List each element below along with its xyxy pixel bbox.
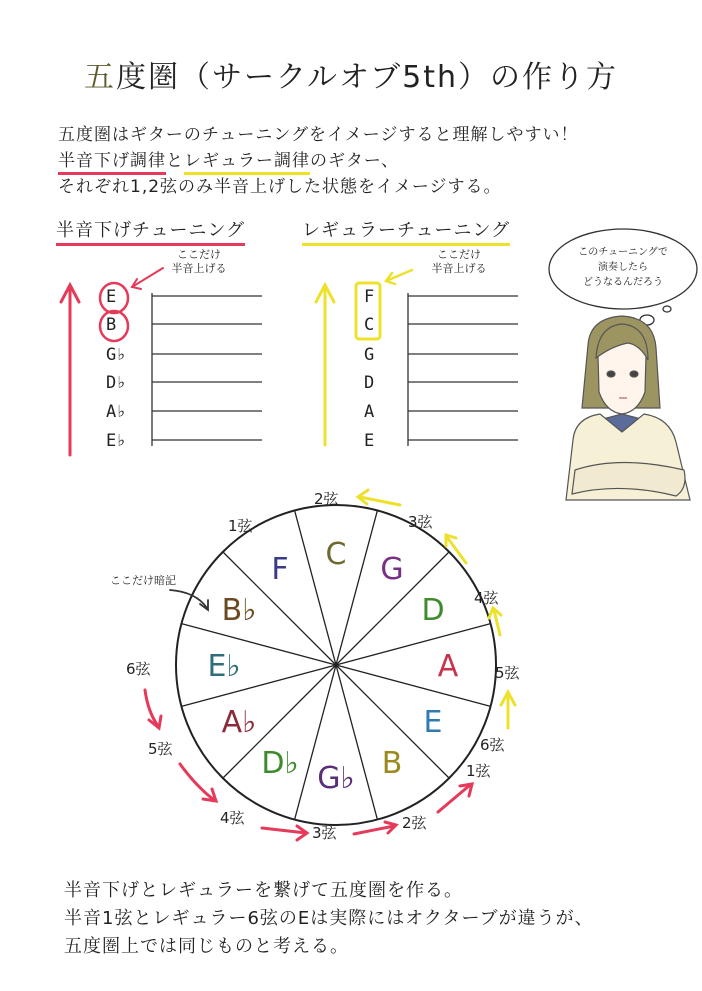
intro-half-down: 半音下げ調律	[58, 151, 166, 175]
intro-line-3: それぞれ1,2弦のみ半音上げした状態をイメージする。	[58, 177, 502, 197]
wheel-note-0: C	[325, 537, 347, 572]
left-note-line-2: 半音上げる	[171, 262, 227, 275]
yellow-arrow-1	[358, 490, 400, 505]
wheel-note-2: D	[421, 593, 445, 628]
outer-label-l-4: 4弦	[220, 809, 245, 827]
left-string-5: A♭	[106, 402, 127, 422]
wheel-note-3: A	[437, 649, 459, 684]
red-arrow-1	[145, 690, 161, 728]
bubble-line-2: 演奏したら	[598, 262, 648, 273]
right-string-6: E	[364, 431, 375, 451]
wheel-note-1: G	[380, 552, 404, 588]
outer-label-l-5: 5弦	[148, 740, 173, 758]
right-tuning-heading: レギュラーチューニング	[302, 216, 510, 246]
wheel-note-7: D♭	[261, 745, 299, 781]
wheel-note-6: G♭	[317, 761, 355, 796]
outer-label-r-5: 5弦	[495, 664, 520, 682]
intro-and: と	[166, 151, 184, 171]
outer-label-r-6: 6弦	[480, 736, 505, 754]
red-arrow-5	[438, 784, 472, 812]
outer-label-l-3: 3弦	[312, 824, 337, 842]
outer-label-l-1b: 1弦	[466, 762, 491, 780]
wheel-note-5: B	[381, 745, 403, 781]
left-string-2: B	[106, 315, 117, 335]
intro-regular: レギュラー調律	[184, 151, 310, 175]
right-note-line-1: ここだけ	[437, 248, 481, 261]
wheel-note-4: E	[423, 705, 443, 740]
memo-label: ここだけ暗記	[110, 574, 176, 587]
bottom-line-3: 五度圏上では同じものと考える。	[64, 936, 349, 957]
outer-label-r-4: 4弦	[474, 589, 499, 607]
wheel-note-11: F	[271, 552, 289, 588]
right-string-5: A	[364, 402, 375, 422]
title-prefix: 五	[83, 60, 116, 95]
wheel-note-8: A♭	[221, 705, 257, 740]
right-string-4: D	[364, 373, 375, 393]
intro-line-1: 五度圏はギターのチューニングをイメージすると理解しやすい！	[58, 125, 579, 145]
outer-label-r-2: 2弦	[314, 490, 339, 508]
intro-guitar: のギター、	[310, 151, 400, 171]
left-note-line-1: ここだけ	[177, 248, 221, 261]
red-arrow-3	[262, 826, 307, 840]
red-arrow-2	[180, 764, 216, 801]
bottom-line-1: 半音下げとレギュラーを繋げて五度圏を作る。	[64, 880, 463, 901]
right-string-1: F	[364, 287, 375, 307]
yellow-arrow-4	[501, 692, 515, 728]
right-string-3: G	[364, 345, 375, 365]
right-string-2: C	[364, 315, 375, 335]
left-string-1: E	[106, 287, 117, 307]
left-string-3: G♭	[106, 345, 127, 365]
outer-label-r-3: 3弦	[408, 513, 433, 531]
bubble-line-3: どうなるんだろう	[583, 277, 663, 288]
bottom-line-2: 半音1弦とレギュラー6弦のEは実際にはオクターブが違うが、	[64, 908, 594, 929]
outer-label-l-1: 1弦	[228, 517, 253, 535]
wheel-note-10: B♭	[221, 593, 257, 628]
outer-label-l-6: 6弦	[126, 660, 151, 678]
left-string-4: D♭	[106, 373, 127, 393]
wheel-note-9: E♭	[207, 649, 241, 684]
right-note-line-2: 半音上げる	[431, 262, 487, 275]
bubble-line-1: このチューニングで	[578, 247, 668, 258]
outer-label-l-2: 2弦	[402, 814, 427, 832]
title-rest: 度圏（サークルオブ5th）の作り方	[115, 60, 619, 95]
left-tuning-heading: 半音下げチューニング	[56, 216, 245, 246]
left-string-6: E♭	[106, 431, 127, 451]
